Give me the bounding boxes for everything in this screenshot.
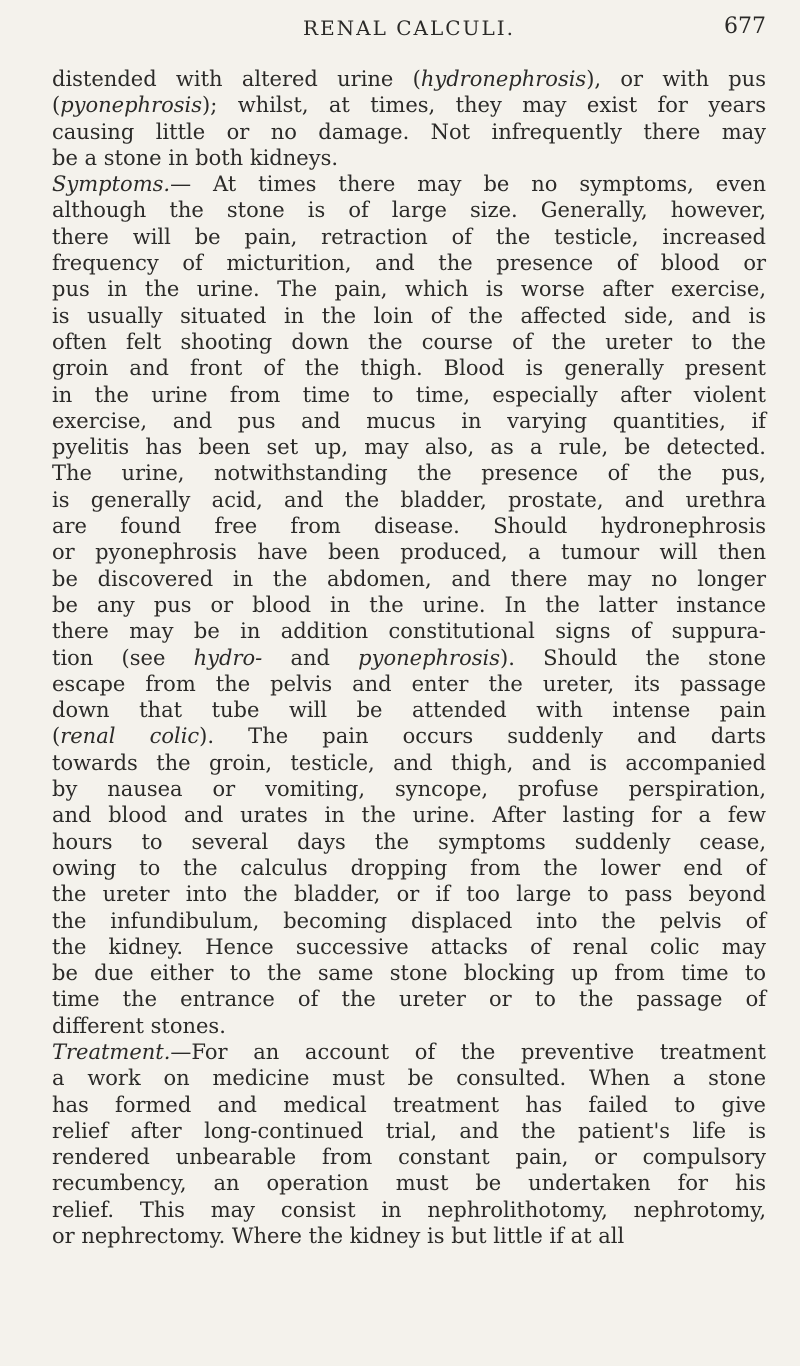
- text-run: hours to several days the symptoms suddenly cease,: [52, 829, 766, 854]
- text-line: [52, 329, 766, 355]
- text-line: [52, 802, 766, 828]
- text-line: [52, 303, 766, 329]
- text-run: be a stone in both kidneys.: [52, 145, 339, 170]
- text-line: [52, 250, 766, 276]
- text-run: pus in the urine. The pain, which is worse after exercise,: [52, 277, 766, 302]
- text-line: [52, 460, 766, 486]
- text-line: [52, 592, 766, 618]
- paragraph: [52, 171, 766, 1039]
- text-line: [52, 750, 766, 776]
- italic-run: pyonephrosis: [60, 93, 203, 118]
- text-run: and: [262, 645, 359, 670]
- text-line: [52, 934, 766, 960]
- text-line: [52, 92, 766, 118]
- text-run: the ureter into the bladder, or if too large to pass beyond: [52, 882, 766, 907]
- text-run: exercise, and pus and mucus in varying quantities, if: [52, 408, 766, 433]
- text-run: ); whilst, at times, they may exist for years: [202, 93, 766, 118]
- text-line: [52, 776, 766, 802]
- text-run: has formed and medical treatment has failed to give: [52, 1092, 766, 1117]
- text-line: [52, 539, 766, 565]
- text-line: [52, 355, 766, 381]
- text-run: often felt shooting down the course of the ureter to the: [52, 329, 766, 354]
- text-run: although the stone is of large size. Generally, however,: [52, 198, 766, 223]
- text-run: (: [52, 724, 61, 749]
- text-line: [52, 566, 766, 592]
- paragraph: [52, 1039, 766, 1249]
- text-line: [52, 434, 766, 460]
- text-run: be discovered in the abdomen, and there may no longer: [52, 566, 766, 591]
- text-run: or pyonephrosis have been produced, a tumour will then: [52, 540, 766, 565]
- page-number: 677: [724, 14, 766, 39]
- text-run: the kidney. Hence successive attacks of renal colic may: [52, 934, 766, 959]
- text-line: [52, 513, 766, 539]
- text-line: [52, 1118, 766, 1144]
- text-run: The urine, notwithstanding the presence of the pus,: [52, 461, 766, 486]
- text-run: a work on medicine must be consulted. When a stone: [52, 1066, 766, 1091]
- text-run: time the entrance of the ureter or to the passage of: [52, 987, 766, 1012]
- text-line: [52, 1197, 766, 1223]
- text-line: [52, 487, 766, 513]
- text-run: tion (see: [52, 645, 194, 670]
- text-line: [52, 855, 766, 881]
- text-line: [52, 276, 766, 302]
- text-line: [52, 1013, 766, 1039]
- text-run: —For an account of the preventive treatment: [170, 1039, 766, 1064]
- text-run: escape from the pelvis and enter the ureter, its passage: [52, 671, 766, 696]
- text-run: is generally acid, and the bladder, prostate, and urethra: [52, 487, 766, 512]
- text-run: or nephrectomy. Where the kidney is but little if at all: [52, 1224, 625, 1249]
- text-line: [52, 986, 766, 1012]
- text-line: [52, 645, 766, 671]
- text-run: there may be in addition constitutional signs of suppura-: [52, 619, 766, 644]
- text-run: there will be pain, retraction of the testicle, increased: [52, 224, 766, 249]
- text-line: [52, 197, 766, 223]
- text-line: [52, 618, 766, 644]
- italic-run: Treatment.: [52, 1039, 171, 1064]
- text-run: causing little or no damage. Not infrequently there may: [52, 119, 766, 144]
- text-line: [52, 671, 766, 697]
- text-line: [52, 1144, 766, 1170]
- text-line: [52, 723, 766, 749]
- text-run: distended with altered urine (: [52, 67, 421, 91]
- text-line: [52, 1092, 766, 1118]
- running-title: RENAL CALCULI.: [303, 16, 515, 40]
- text-run: be due either to the same stone blocking up from time to: [52, 961, 766, 986]
- text-line: [52, 1065, 766, 1091]
- text-run: ), or with pus: [586, 67, 766, 91]
- text-run: recumbency, an operation must be undertaken for his: [52, 1171, 766, 1196]
- text-run: different stones.: [52, 1013, 226, 1038]
- text-line: [52, 881, 766, 907]
- text-line: [52, 145, 766, 171]
- text-run: towards the groin, testicle, and thigh, and is accompanied: [52, 750, 766, 775]
- text-run: rendered unbearable from constant pain, or compulsory: [52, 1145, 766, 1170]
- italic-run: hydro-: [193, 645, 263, 670]
- text-run: relief. This may consist in nephrolithotomy, nephrotomy,: [52, 1197, 766, 1222]
- text-run: owing to the calculus dropping from the lower end of: [52, 855, 766, 880]
- text-run: by nausea or vomiting, syncope, profuse perspiration,: [52, 777, 766, 802]
- text-line: [52, 224, 766, 250]
- text-run: be any pus or blood in the urine. In the latter instance: [52, 592, 766, 617]
- text-run: frequency of micturition, and the presence of blood or: [52, 251, 766, 276]
- text-line: [52, 1170, 766, 1196]
- text-line: [52, 408, 766, 434]
- text-line: [52, 829, 766, 855]
- italic-run: hydronephrosis: [420, 67, 587, 91]
- text-run: the infundibulum, becoming displaced into the pelvis of: [52, 908, 766, 933]
- italic-run: renal colic: [60, 724, 200, 749]
- text-line: [52, 960, 766, 986]
- italic-run: pyonephrosis: [358, 645, 500, 670]
- text-run: — At times there may be no symptoms, even: [170, 172, 766, 197]
- text-run: groin and front of the thigh. Blood is generally present: [52, 356, 766, 381]
- text-line: [52, 66, 766, 92]
- text-line: [52, 1039, 766, 1065]
- text-line: [52, 697, 766, 723]
- text-run: are found free from disease. Should hydronephrosis: [52, 514, 766, 539]
- text-line: [52, 171, 766, 197]
- text-run: and blood and urates in the urine. After lasting for a few: [52, 803, 766, 828]
- text-run: is usually situated in the loin of the affected side, and is: [52, 303, 766, 328]
- text-body: [52, 66, 766, 1249]
- text-line: [52, 119, 766, 145]
- text-run: relief after long-continued trial, and the patient's life is: [52, 1118, 766, 1143]
- text-line: [52, 908, 766, 934]
- text-run: down that tube will be attended with intense pain: [52, 698, 766, 723]
- running-head: [52, 14, 766, 48]
- italic-run: Symptoms.: [52, 172, 171, 197]
- text-line: [52, 1223, 766, 1249]
- text-run: (: [52, 93, 61, 118]
- text-run: ). Should the stone: [500, 645, 766, 670]
- paragraph: [52, 66, 766, 171]
- text-run: pyelitis has been set up, may also, as a rule, be detected.: [52, 435, 766, 460]
- text-run: ). The pain occurs suddenly and darts: [199, 724, 766, 749]
- text-line: [52, 382, 766, 408]
- text-run: in the urine from time to time, especially after violent: [52, 382, 766, 407]
